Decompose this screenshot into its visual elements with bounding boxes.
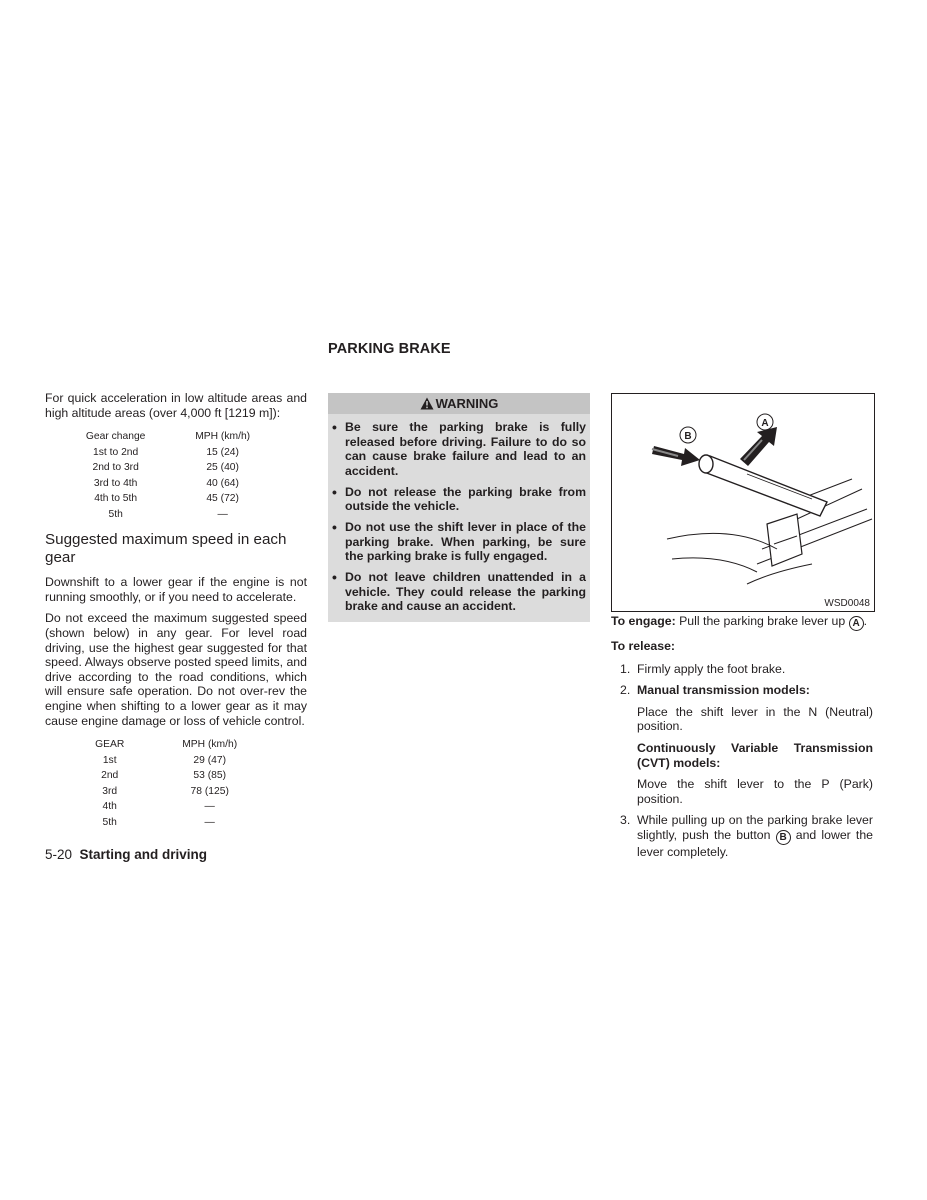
step-number: 1. [620,661,631,676]
engage-text: Pull the parking brake lever up [679,614,846,628]
warning-triangle-icon [420,397,434,410]
table-cell: 4th [102,801,117,813]
step-text-part: and lower the lever completely. [637,827,873,859]
step-text: Firmly apply the foot brake. [637,661,786,676]
figure-code: WSD0048 [824,598,870,609]
table-header: Gear change [85,431,146,443]
step-text [637,813,873,859]
list-item [611,662,873,677]
table-cell: 5th [102,816,117,828]
parking-brake-figure [611,393,875,612]
release-label: To release: [611,639,676,653]
table-cell: 3rd [102,785,118,797]
table-row [60,476,274,492]
table-row [75,815,275,831]
warning-item: • Do not use the shift lever in place of the parking brake. When parking, be sure the parking brake is fully engaged. [334,520,586,564]
chapter-title: Starting and driving [79,847,208,862]
table-header: MPH (km/h) [195,431,251,443]
step-text-part: While pulling up on the parking brake lever slightly, push the button [637,813,873,842]
ref-b-badge: B [776,830,791,845]
warning-title: WARNING [435,396,499,411]
parking-brake-illustration [612,394,874,611]
table-cell: 4th to 5th [94,493,138,505]
subheading: Suggested maximum speed in each gear [45,531,287,567]
list-item [611,813,873,859]
table-header-row [60,429,274,445]
table-row [75,753,275,769]
engage-instruction: To engage: Pull the parking brake lever up A . [611,614,868,629]
intro-paragraph: For quick acceleration in low altitude areas and high altitude areas (over 4,000 ft [1219 m]): [45,391,307,420]
table-cell: 78 (125) [190,785,229,797]
warning-item: • Do not leave children unattended in a vehicle. They could release the parking brake and cause an accident. [334,570,586,614]
page-number: 5-20 [45,847,73,862]
release-steps [611,662,873,860]
table-row [60,491,274,507]
warning-list [328,414,590,622]
table-row [60,460,274,476]
step-subtitle: Continuously Variable Transmission (CVT) models: [637,740,873,770]
paragraph: Do not exceed the maximum suggested speed (shown below) in any gear. For level road driving, use the highest gear suggested for that speed. Always observe posted speed limits, and drive according to the road conditions, which will ensure safe operation. Do not over-rev the engine when shifting to a lower gear as it may cause engine damage or loss of vehicle control. [45,611,307,728]
table-cell: — [204,816,215,828]
paragraph: Downshift to a lower gear if the engine is not running smoothly, or if you need to accelerate. [45,575,307,604]
figure-label-b: B [684,431,692,442]
list-item [611,683,873,806]
step-number: 3. [620,813,631,828]
table-row [75,768,275,784]
table-row [75,799,275,815]
section-title: PARKING BRAKE [328,341,451,357]
max-speed-table [75,737,275,830]
ref-a-badge: A [849,616,864,631]
table-row [75,784,275,800]
left-column [45,391,307,830]
table-cell: 15 (24) [206,446,239,458]
table-header-row [75,737,275,753]
right-column-text [611,614,873,867]
step-text: Place the shift lever in the N (Neutral) position. [637,704,873,734]
gear-change-table [60,429,274,522]
table-cell: 29 (47) [193,754,227,766]
warning-item: • Be sure the parking brake is fully released before driving. Failure to do so can cause brake failure and lead to an accident. [334,420,586,478]
page-footer [45,847,207,862]
step-text: Move the shift lever to the P (Park) position. [637,777,873,806]
table-header: MPH (km/h) [182,739,238,751]
warning-header [328,393,590,414]
table-cell: 2nd to 3rd [92,462,139,474]
table-cell: 53 (85) [193,770,227,782]
figure-label-a: A [761,418,769,429]
table-cell: 25 (40) [206,462,239,474]
table-cell: — [204,801,215,813]
step-number: 2. [620,683,631,698]
warning-box [328,393,590,622]
table-cell: 5th [108,508,123,520]
table-row [60,445,274,461]
warning-item: • Do not release the parking brake from outside the vehicle. [334,485,586,514]
table-cell: — [217,508,228,520]
table-cell: 1st to 2nd [93,446,139,458]
table-cell: 45 (72) [206,493,239,505]
step-subtitle: Manual transmission models: [637,683,810,698]
table-cell: 3rd to 4th [93,477,138,489]
table-cell: 40 (64) [206,477,239,489]
engage-label: To engage: [611,614,676,628]
table-cell: 2nd [101,770,119,782]
table-cell: 1st [102,754,117,766]
table-header: GEAR [95,739,125,751]
table-row [60,507,274,523]
